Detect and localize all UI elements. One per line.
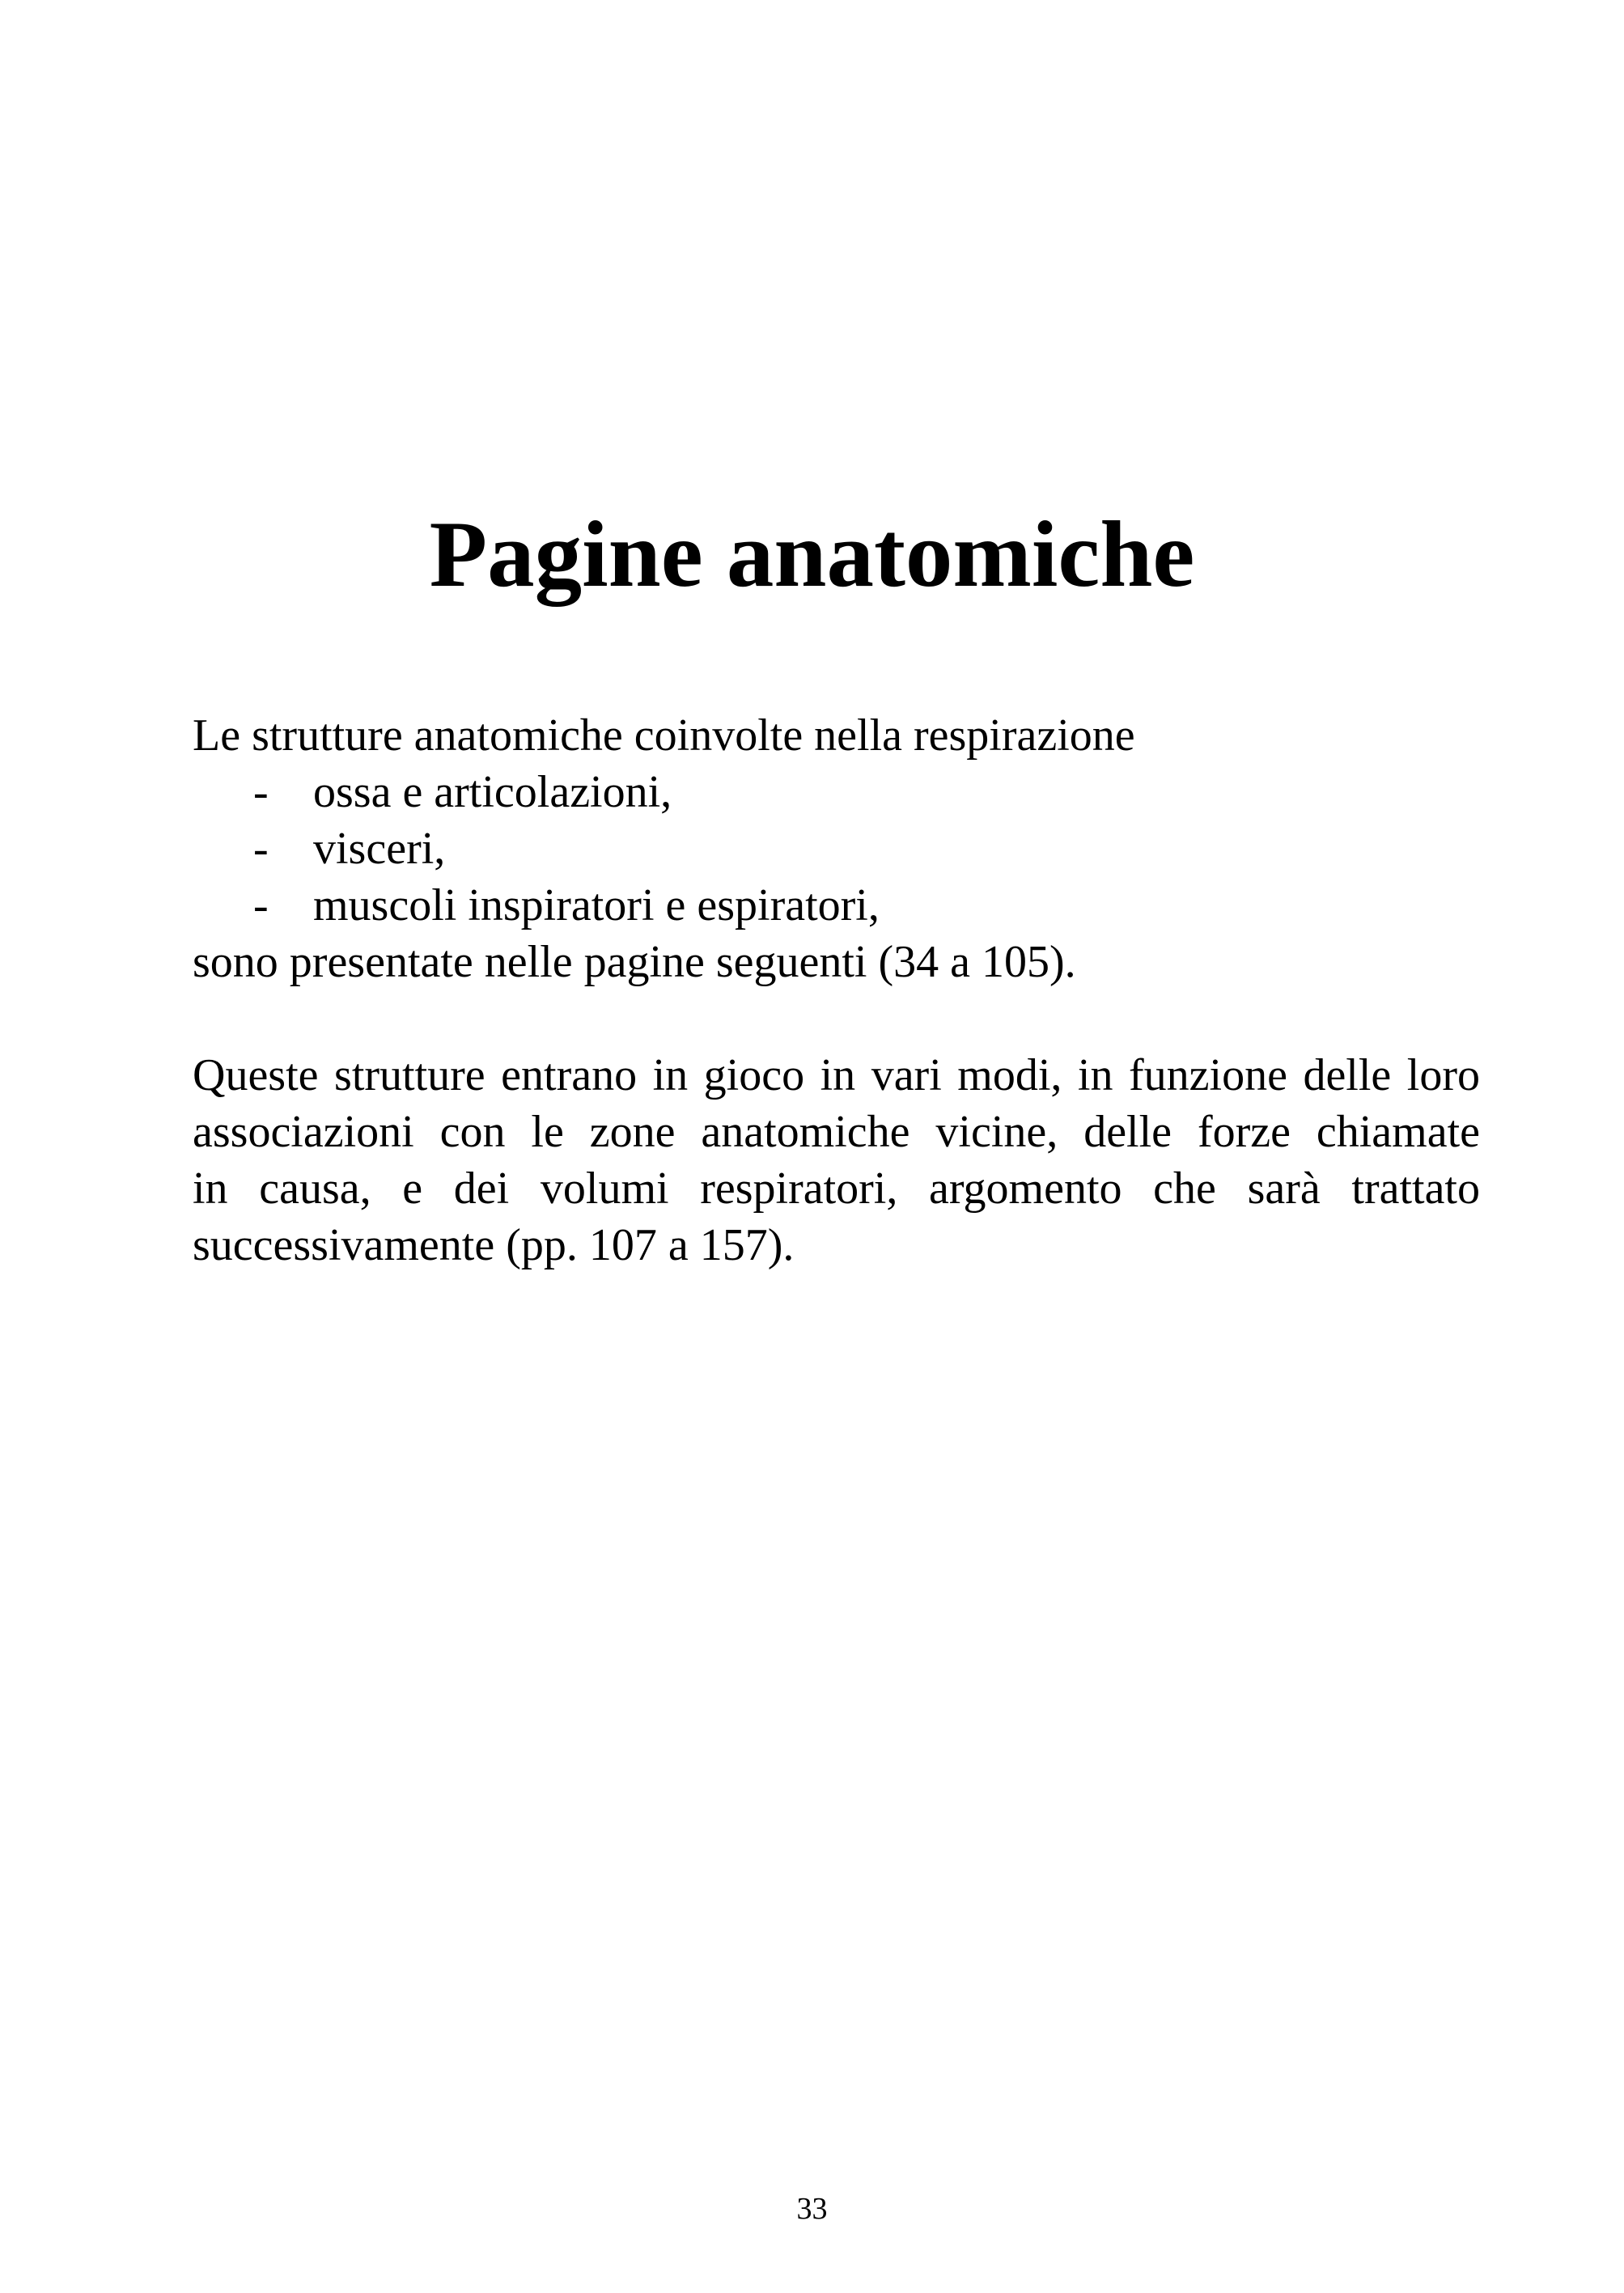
- list-marker: -: [253, 824, 269, 874]
- paragraph-line: successivamente (pp. 107 a 157).: [193, 1220, 795, 1270]
- paragraph-line: Queste strutture entrano in gioco in vari modi, in funzione delle loro: [193, 1050, 1480, 1100]
- list-marker: -: [253, 767, 269, 817]
- intro-text: Le strutture anatomiche coinvolte nella respirazione: [193, 710, 1135, 761]
- paragraph-line: in causa, e dei volumi respiratori, argomento che sarà trattato: [193, 1163, 1480, 1214]
- list-marker: -: [253, 880, 269, 930]
- list-item: [193, 877, 1164, 934]
- list-item-text: muscoli inspiratori e espiratori,: [313, 880, 880, 930]
- list-item-text: visceri,: [313, 824, 446, 874]
- list-item: [193, 820, 1164, 877]
- page-number: 33: [796, 2192, 828, 2226]
- paragraph-line: associazioni con le zone anatomiche vicine, delle forze chiamate: [193, 1107, 1480, 1157]
- list-item: [193, 764, 1164, 820]
- list-item-text: ossa e articolazioni,: [313, 767, 672, 817]
- intro-close-text: sono presentate nelle pagine seguenti (34 a 105).: [193, 937, 1076, 987]
- page-title: Pagine anatomiche: [429, 502, 1195, 607]
